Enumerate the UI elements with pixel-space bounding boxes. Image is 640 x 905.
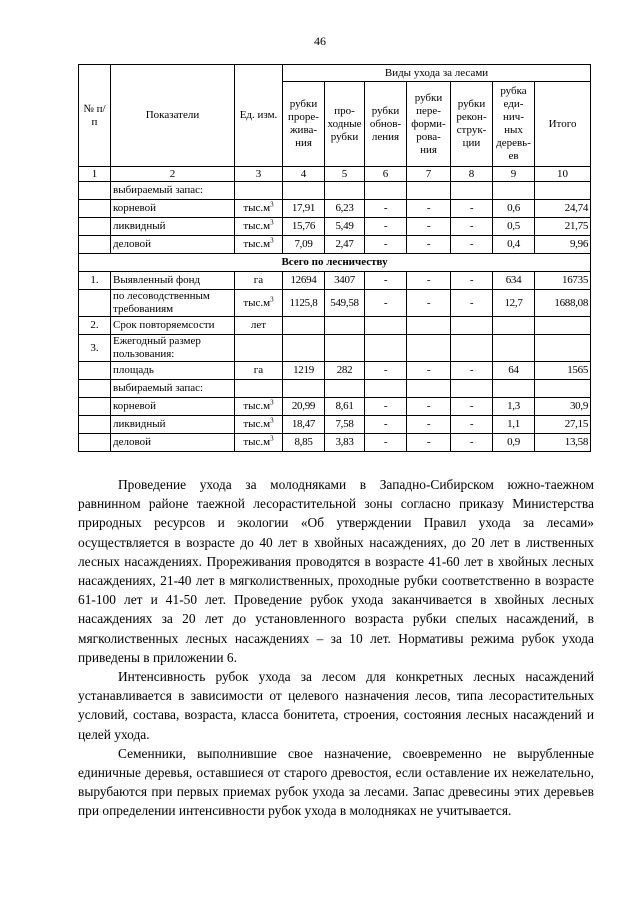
row-value (451, 335, 493, 362)
row-unit: га (235, 362, 283, 380)
header-type-7: Итого (535, 82, 591, 167)
body-text (78, 475, 594, 821)
row-value (283, 380, 325, 398)
row-value: 6,23 (325, 200, 365, 218)
row-value: - (451, 290, 493, 317)
row-value: 3407 (325, 272, 365, 290)
row-value: - (451, 200, 493, 218)
column-number: 5 (325, 167, 365, 182)
row-value: 1,3 (493, 398, 535, 416)
row-value: - (451, 272, 493, 290)
row-value: - (407, 362, 451, 380)
unit-superscript: 3 (270, 398, 274, 407)
row-value: 12,7 (493, 290, 535, 317)
column-number: 1 (79, 167, 111, 182)
header-type-3: рубки обнов- ления (365, 82, 407, 167)
row-value: 1219 (283, 362, 325, 380)
row-value (407, 182, 451, 200)
row-value (283, 335, 325, 362)
row-value: 30,9 (535, 398, 591, 416)
row-num (79, 362, 111, 380)
table-row (79, 200, 591, 218)
column-number: 9 (493, 167, 535, 182)
row-label: площадь (111, 362, 235, 380)
row-value (493, 182, 535, 200)
table-header-row (79, 65, 591, 82)
row-value: - (407, 416, 451, 434)
row-num (79, 398, 111, 416)
row-value (493, 317, 535, 335)
column-number: 3 (235, 167, 283, 182)
table-row (79, 398, 591, 416)
row-num (79, 380, 111, 398)
table-row (79, 362, 591, 380)
row-label: ликвидный (111, 218, 235, 236)
row-unit: $тыс.м^3$ (235, 290, 283, 317)
column-number: 2 (111, 167, 235, 182)
table-row (79, 416, 591, 434)
row-value: - (365, 434, 407, 452)
row-value (365, 335, 407, 362)
row-value: - (407, 200, 451, 218)
row-unit: $тыс.м^3$ (235, 200, 283, 218)
row-unit (235, 335, 283, 362)
row-value: - (365, 290, 407, 317)
column-number: 7 (407, 167, 451, 182)
row-value (451, 182, 493, 200)
row-label: Выявленный фонд (111, 272, 235, 290)
row-label: ликвидный (111, 416, 235, 434)
row-unit: $тыс.м^3$ (235, 434, 283, 452)
row-value (283, 317, 325, 335)
row-value: - (451, 434, 493, 452)
header-group-title: Виды ухода за лесами (283, 65, 591, 82)
row-unit: $тыс.м^3$ (235, 398, 283, 416)
row-num (79, 434, 111, 452)
header-num: № п/п (79, 65, 111, 167)
row-value (451, 317, 493, 335)
column-number: 10 (535, 167, 591, 182)
table-row (79, 290, 591, 317)
row-label: выбираемый запас: (111, 380, 235, 398)
unit-superscript: 3 (270, 236, 274, 245)
row-value: 27,15 (535, 416, 591, 434)
row-value: 24,74 (535, 200, 591, 218)
paragraph: Интенсивность рубок ухода за лесом для конкретных лесных насаждений устанавливается в зависимости от целевого назначения лесов, типа лесорастительных условий, состава, возраста, класса бонитета, строения, состояния лесных насаждений и целей ухода. (78, 669, 594, 742)
header-indicator: Показатели (111, 65, 235, 167)
row-unit: $тыс.м^3$ (235, 236, 283, 254)
table-row (79, 272, 591, 290)
row-num (79, 182, 111, 200)
row-num (79, 416, 111, 434)
row-value: 1,1 (493, 416, 535, 434)
row-value: - (365, 218, 407, 236)
header-type-1: рубки проре- жива- ния (283, 82, 325, 167)
row-value: 12694 (283, 272, 325, 290)
section-title-row (79, 254, 591, 272)
row-unit: га (235, 272, 283, 290)
row-value: 64 (493, 362, 535, 380)
row-label: Срок повторяемсости (111, 317, 235, 335)
row-value: 0,4 (493, 236, 535, 254)
row-value: - (365, 416, 407, 434)
row-value: 282 (325, 362, 365, 380)
row-value: - (365, 362, 407, 380)
row-value (325, 182, 365, 200)
row-unit: $тыс.м^3$ (235, 218, 283, 236)
row-value: - (451, 236, 493, 254)
header-type-2: про- ходные рубки (325, 82, 365, 167)
row-label: по лесоводственным требованиям (111, 290, 235, 317)
row-value: - (407, 236, 451, 254)
row-unit: лет (235, 317, 283, 335)
row-num: 1. (79, 272, 111, 290)
table-row (79, 182, 591, 200)
row-value: 15,76 (283, 218, 325, 236)
row-unit: $тыс.м^3$ (235, 416, 283, 434)
row-value: 5,49 (325, 218, 365, 236)
row-value: - (407, 434, 451, 452)
row-value: - (407, 218, 451, 236)
table-row (79, 335, 591, 362)
row-value: 7,58 (325, 416, 365, 434)
row-unit (235, 380, 283, 398)
unit-superscript: 3 (270, 218, 274, 227)
row-value: - (365, 398, 407, 416)
row-value: 21,75 (535, 218, 591, 236)
row-value: 13,58 (535, 434, 591, 452)
column-number: 4 (283, 167, 325, 182)
row-value: 17,91 (283, 200, 325, 218)
header-type-4: рубки пере- форми- рова- ния (407, 82, 451, 167)
row-value (493, 380, 535, 398)
row-value: - (365, 236, 407, 254)
row-unit (235, 182, 283, 200)
section-title: Всего по лесничеству (79, 254, 591, 272)
table-row (79, 317, 591, 335)
row-value: 0,9 (493, 434, 535, 452)
row-value: 16735 (535, 272, 591, 290)
row-value (535, 380, 591, 398)
unit-superscript: 3 (270, 200, 274, 209)
row-label: корневой (111, 398, 235, 416)
column-numbers-row (79, 167, 591, 182)
header-unit: Ед. изм. (235, 65, 283, 167)
row-value: 1688,08 (535, 290, 591, 317)
row-value: 7,09 (283, 236, 325, 254)
row-value: 3,83 (325, 434, 365, 452)
paragraph: Проведение ухода за молодняками в Западно-Сибирском южно-таежном равнинном районе таежной лесорастительной зоны согласно приказу Министерства природных ресурсов и экологии «Об утверждении Правил ухода за лесами» осуществляется в возрасте до 40 лет в хвойных насаждениях, до 20 лет в лиственных лесных насаждениях. Прореживания проводятся в возрасте 41-60 лет в хвойных лесных насаждениях, 21-40 лет в мягколиственных, проходные рубки соответственно в возрасте 61-100 лет и 41-50 лет. Проведение рубок ухода заканчивается в хвойных лесных насаждениях за 20 лет до установленного возраста рубки спелых насаждений, в мягколиственных лесных насаждениях – за 10 лет. Нормативы режима рубок ухода приведены в приложении 6. (78, 477, 594, 665)
row-value: - (451, 398, 493, 416)
table-row (79, 434, 591, 452)
row-value: 20,99 (283, 398, 325, 416)
row-value: - (407, 290, 451, 317)
row-value (407, 380, 451, 398)
row-value: - (365, 200, 407, 218)
unit-superscript: 3 (270, 294, 274, 303)
row-label: деловой (111, 434, 235, 452)
row-value (535, 335, 591, 362)
header-type-5: рубки рекон- струк- ции (451, 82, 493, 167)
row-value: - (451, 416, 493, 434)
row-num (79, 218, 111, 236)
row-value: - (365, 272, 407, 290)
row-value (283, 182, 325, 200)
row-value: 18,47 (283, 416, 325, 434)
row-label: деловой (111, 236, 235, 254)
row-value (407, 335, 451, 362)
column-number: 6 (365, 167, 407, 182)
row-value: 9,96 (535, 236, 591, 254)
unit-superscript: 3 (270, 434, 274, 443)
row-value (325, 335, 365, 362)
row-label: корневой (111, 200, 235, 218)
row-value: - (451, 362, 493, 380)
row-value: 549,58 (325, 290, 365, 317)
row-value: 0,5 (493, 218, 535, 236)
row-value (365, 317, 407, 335)
row-label: выбираемый запас: (111, 182, 235, 200)
row-num (79, 290, 111, 317)
row-num: 3. (79, 335, 111, 362)
row-value (407, 317, 451, 335)
row-value (535, 317, 591, 335)
table-row (79, 218, 591, 236)
row-value: - (407, 398, 451, 416)
header-type-6: рубка еди- нич- ных деревь- ев (493, 82, 535, 167)
row-num (79, 236, 111, 254)
row-label: Ежегодный размер пользования: (111, 335, 235, 362)
row-value: - (451, 218, 493, 236)
unit-superscript: 3 (270, 416, 274, 425)
column-number: 8 (451, 167, 493, 182)
page-number: 46 (314, 34, 326, 48)
row-value (535, 182, 591, 200)
paragraph: Семенники, выполнившие свое назначение, своевременно не вырубленные единичные деревья, оставшиеся от старого древостоя, если оставление их нежелательно, вырубаются при первых приемах рубок ухода за лесами. Запас древесины этих деревьев при определении интенсивности рубок ухода в молодняках не учитывается. (78, 745, 594, 819)
row-value: 0,6 (493, 200, 535, 218)
row-value: 8,61 (325, 398, 365, 416)
row-value: 8,85 (283, 434, 325, 452)
row-value: 634 (493, 272, 535, 290)
row-value (365, 182, 407, 200)
row-value (325, 380, 365, 398)
row-value: 2,47 (325, 236, 365, 254)
row-value (365, 380, 407, 398)
table-row (79, 380, 591, 398)
row-value: 1565 (535, 362, 591, 380)
forest-care-table (78, 64, 591, 452)
row-num: 2. (79, 317, 111, 335)
row-value: - (407, 272, 451, 290)
table-row (79, 236, 591, 254)
row-value (493, 335, 535, 362)
row-value (451, 380, 493, 398)
row-value (325, 317, 365, 335)
row-value: 1125,8 (283, 290, 325, 317)
row-num (79, 200, 111, 218)
